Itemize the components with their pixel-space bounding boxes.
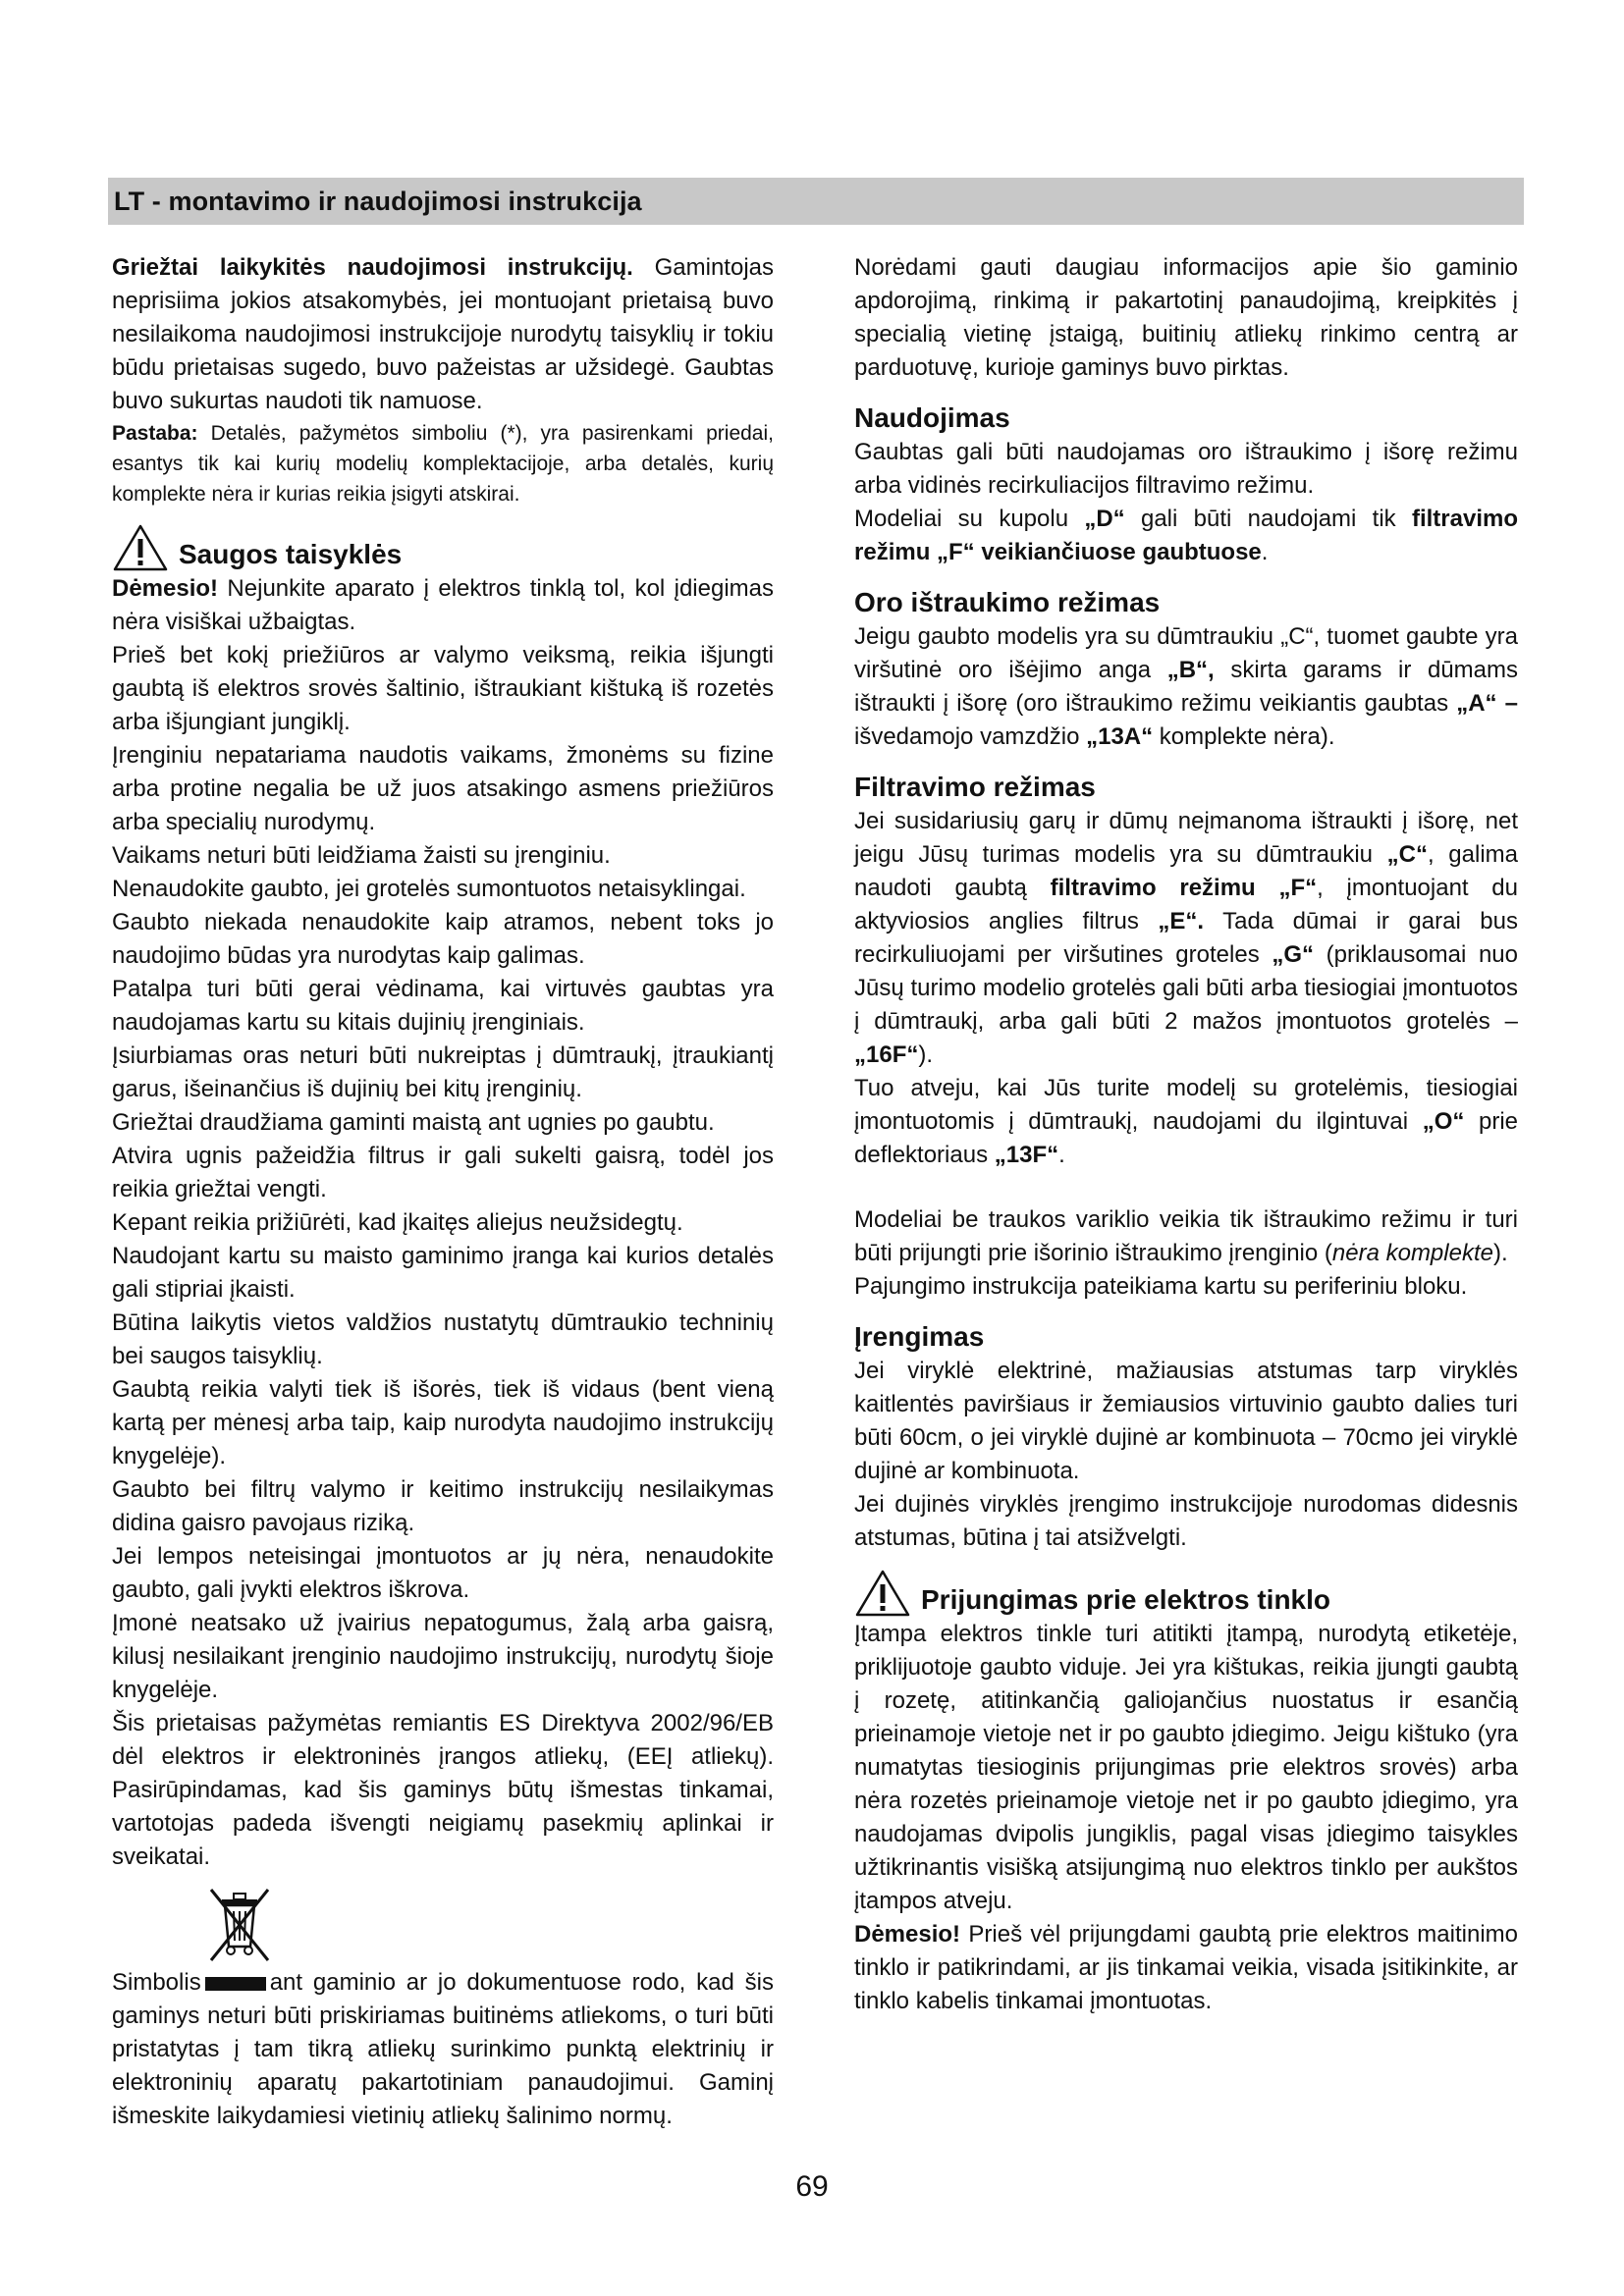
- black-bar-symbol: [205, 1977, 266, 1991]
- usage-title: Naudojimas: [854, 402, 1010, 433]
- safety-heading: [112, 523, 774, 572]
- crossed-bin-icon: [205, 1886, 274, 1964]
- page-number: 69: [795, 2170, 829, 2203]
- safety-paragraph: Kepant reikia prižiūrėti, kad įkaitęs aliejus neužsidegtų.: [112, 1209, 683, 1236]
- electric-heading: [854, 1569, 1518, 1618]
- intro-paragraph: Griežtai laikykitės naudojimosi instrukcijų. Gamintojas neprisiima jokios atsakomybės, jei montuojant prietaisą buvo nesilaikoma naudojimosi instrukcijoje nurodytų taisyklių ir tokiu būdu prietaisas sugedo, buvo pažeistas ar užsidegė. Gaubtas buvo sukurtas naudoti tik namuose.: [112, 254, 774, 414]
- electric-title: Prijungimas prie elektros tinklo: [921, 1584, 1331, 1615]
- safety-paragraph: Griežtai draudžiama gaminti maistą ant ugnies po gaubtu.: [112, 1109, 715, 1136]
- install-paragraph-2: Jei dujinės viryklės įrengimo instrukcijoje nurodomas didesnis atstumas, būtina į tai atsižvelgti.: [854, 1491, 1518, 1551]
- install-title: Įrengimas: [854, 1321, 985, 1352]
- usage-models-paragraph: Modeliai su kupolu „D“ gali būti naudojami tik filtravimo režimu „F“ veikiančiuose gaubtuose.: [854, 506, 1518, 565]
- safety-paragraph: Atvira ugnis pažeidžia filtrus ir gali sukelti gaisrą, todėl jos reikia griežtai vengti.: [112, 1143, 774, 1202]
- note-paragraph: Pastaba: Detalės, pažymėtos simboliu (*), yra pasirenkami priedai, esantys tik kai kurių modelių komplektacijoje, arba detalės, kurių komplekte nėra ir kurias reikia įsigyti atskirai.: [112, 422, 774, 506]
- safety-paragraph: Gaubto bei filtrų valymo ir keitimo instrukcijų nesilaikymas didina gaisro pavojaus riziką.: [112, 1476, 774, 1536]
- attention-paragraph: Dėmesio! Nejunkite aparato į elektros tinklą tol, kol įdiegimas nėra visiškai užbaigtas.: [112, 575, 774, 635]
- filter-paragraph: Jei susidariusių garų ir dūmų neįmanoma ištraukti į išorę, net jeigu Jūsų turimas modelis yra su dūmtraukiu „C“, galima naudoti gaubtą filtravimo režimu „F“, įmontuojant du aktyviosios anglies filtrus „E“. Tada dūmai ir garai bus recirkuliuojami per viršutines groteles „G“ (priklausomai nuo Jūsų turimo modelio grotelės gali būti arba tiesiogiai įmontuotos į dūmtraukį, arba gali būti 2 mažos įmontuotos grotelės – „16F“).: [854, 808, 1519, 1068]
- safety-paragraph: Įrenginiu nepatariama naudotis vaikams, žmonėms su fizine arba protine negalia be už juos atsakingo asmens priežiūros arba specialių nurodymų.: [112, 742, 774, 835]
- safety-title: Saugos taisyklės: [179, 539, 403, 569]
- filter-title: Filtravimo režimas: [854, 772, 1096, 802]
- safety-paragraph: Gaubtą reikia valyti tiek iš išorės, tiek iš vidaus (bent vieną kartą per mėnesį arba taip, kaip nurodyta naudojimo instrukcijų knygelėje).: [112, 1376, 774, 1469]
- right-column: [854, 251, 1518, 2018]
- safety-paragraph: Vaikams neturi būti leidžiama žaisti su įrenginiu.: [112, 842, 611, 869]
- motorless-paragraph-2: Pajungimo instrukcija pateikiama kartu su periferiniu bloku.: [854, 1273, 1468, 1300]
- safety-paragraph: Įmonė neatsako už įvairius nepatogumus, žalą arba gaisrą, kilusį nesilaikant įrenginio naudojimo instrukcijų, nurodytų šioje knygelėje.: [112, 1610, 774, 1703]
- safety-paragraph: Būtina laikytis vietos valdžios nustatytų dūmtraukio techninių bei saugos taisyklių.: [112, 1309, 774, 1369]
- left-column: [112, 251, 774, 2133]
- header-bar: [108, 178, 1524, 225]
- warning-triangle-icon: [112, 523, 169, 572]
- electric-attention-paragraph: Dėmesio! Prieš vėl prijungdami gaubtą prie elektros maitinimo tinklo ir patikrindami, ar jis tinkamai veikia, visada įsitikinkite, ar tinklo kabelis tinkamai įmontuotas.: [854, 1921, 1518, 2014]
- extraction-title: Oro ištraukimo režimas: [854, 587, 1161, 617]
- page-title: LT - montavimo ir naudojimosi instrukcija: [114, 187, 642, 216]
- motorless-paragraph: Modeliai be traukos variklio veikia tik ištraukimo režimu ir turi būti prijungti prie išorinio ištraukimo įrenginio (nėra komplekte).: [854, 1206, 1518, 1266]
- safety-paragraph: Prieš bet kokį priežiūros ar valymo veiksmą, reikia išjungti gaubtą iš elektros srovės šaltinio, ištraukiant kištuką iš rozetės arba išjungiant jungiklį.: [112, 642, 774, 735]
- filter-paragraph-2: Tuo atveju, kai Jūs turite modelį su grotelėmis, tiesiogiai įmontuotomis į dūmtraukį, naudojami du ilgintuvai „O“ prie deflektoriaus „13F“.: [854, 1075, 1519, 1168]
- symbol-paragraph: Simbolis ant gaminio ar jo dokumentuose rodo, kad šis gaminys neturi būti priskiriamas buitinėms atliekoms, o turi būti pristatytas į tam tikrą atliekų surinkimo punktą elektrinių ir elektroninių aparatų pakartotiniam panaudojimui. Gaminį išmeskite laikydamiesi vietinių atliekų šalinimo normų.: [112, 1969, 774, 2129]
- safety-paragraph: Jei lempos neteisingai įmontuotos ar jų nėra, nenaudokite gaubto, gali įvykti elektros iškrova.: [112, 1543, 774, 1603]
- safety-paragraph: Naudojant kartu su maisto gaminimo įranga kai kurios detalės gali stipriai įkaisti.: [112, 1243, 774, 1303]
- safety-paragraph: Šis prietaisas pažymėtas remiantis ES Direktyva 2002/96/EB dėl elektros ir elektroninės įrangos atliekų, (EEĮ atliekų). Pasirūpindamas, kad šis gaminys būtų išmestas tinkamai, vartotojas padeda išvengti neigiamų pasekmių aplinkai ir sveikatai.: [112, 1710, 774, 1870]
- install-paragraph: Jei viryklė elektrinė, mažiausias atstumas tarp viryklės kaitlentės paviršiaus ir žemiausios virtuvinio gaubto dalies turi būti 60cm, o jei viryklė dujinė ar kombinuota – 70cmo jei viryklė dujinė ar kombinuota.: [854, 1358, 1518, 1484]
- electric-paragraph: Įtampa elektros tinkle turi atitikti įtampą, nurodytą etiketėje, priklijuotoje gaubto viduje. Jei yra kištukas, reikia įjungti gaubtą į rozetę, atitinkančią galiojančius nuostatus ir esančią prieinamoje vietoje net ir po gaubto įdiegimo. Jeigu kištuko (yra numatytas tiesioginis prijungimas prie elektros srovės) arba nėra rozetės prieinamoje vietoje net ir po gaubto įdiegimo, yra naudojamas dvipolis jungiklis, pagal visas įdiegimo taisykles užtikrinantis visišką atsijungimą nuo elektros tinklo per aukštos įtampos atveju.: [854, 1621, 1518, 1914]
- safety-paragraph: Nenaudokite gaubto, jei grotelės sumontuotos netaisyklingai.: [112, 876, 746, 902]
- extraction-paragraph: Jeigu gaubto modelis yra su dūmtraukiu „C“, tuomet gaubte yra viršutinė oro išėjimo anga „B“, skirta garams ir dūmams ištraukti į išorę (oro ištraukimo režimu veikiantis gaubtas „A“ – išvedamojo vamzdžio „13A“ komplekte nėra).: [854, 623, 1518, 750]
- warning-triangle-icon: [854, 1569, 911, 1618]
- info-paragraph: Norėdami gauti daugiau informacijos apie šio gaminio apdorojimą, rinkimą ir pakartotinį panaudojimą, kreipkitės į specialią vietinę įstaigą, buitinių atliekų rinkimo centrą ar parduotuvę, kurioje gaminys buvo pirktas.: [854, 254, 1518, 381]
- safety-paragraph: Įsiurbiamas oras neturi būti nukreiptas į dūmtraukį, įtraukiantį garus, išeinančius iš dujinių bei kitų įrenginių.: [112, 1042, 774, 1102]
- safety-paragraph: Patalpa turi būti gerai vėdinama, kai virtuvės gaubtas yra naudojamas kartu su kitais dujinių įrenginiais.: [112, 976, 774, 1036]
- usage-paragraph: Gaubtas gali būti naudojamas oro ištraukimo į išorę režimu arba vidinės recirkuliacijos filtravimo režimu.: [854, 439, 1518, 499]
- safety-paragraph: Gaubto niekada nenaudokite kaip atramos, nebent toks jo naudojimo būdas yra nurodytas kaip galimas.: [112, 909, 774, 969]
